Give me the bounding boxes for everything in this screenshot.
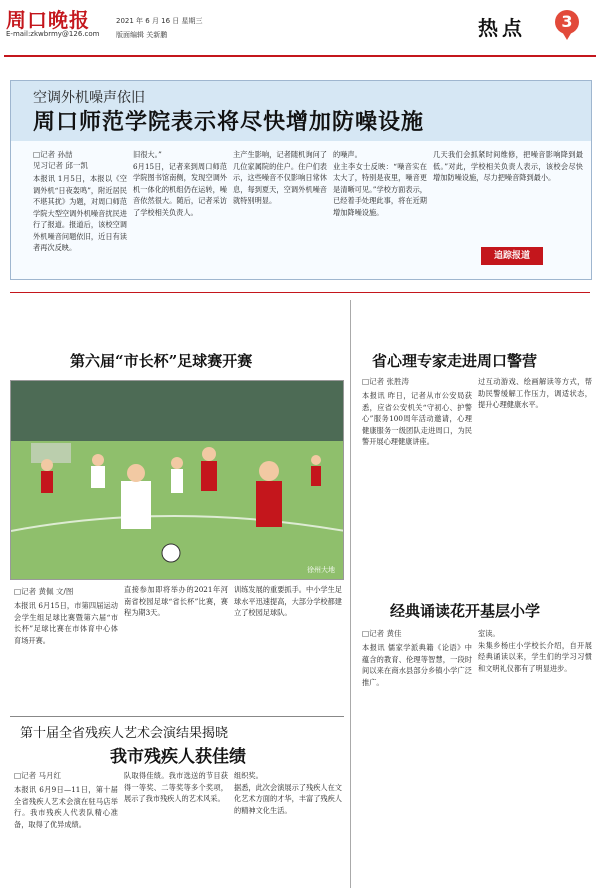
top-story-col-2: 旧很大。” 6月15日，记者来到周口师范学院图书馆南侧，发现空调外机一体化的机组仍在运转，噪音依然很大。随后，记者采访了学校相关负责人。	[133, 150, 227, 217]
art-story-kicker: 第十届全省残疾人艺术会演结果揭晓	[20, 726, 229, 741]
art-byline: □记者 马月红	[14, 771, 61, 780]
top-story-col-1: 本报讯 1月5日，本报以《空调外机“日夜轰鸣”，附近居民不堪其扰》为题，对周口师范学院大型空调外机噪音扰民进行了报道。报道后，该校空调外机噪音问题依旧，近日有读者再次反映。	[33, 174, 127, 252]
masthead-rule	[4, 55, 596, 57]
soccer-photo-illustration	[11, 381, 344, 580]
classic-byline: □记者 黄佳	[362, 629, 402, 638]
newspaper-logo: 周口晚报	[6, 8, 90, 32]
psych-story-title: 省心理专家走进周口警营	[372, 352, 538, 370]
classic-col-2: 室读。 朱集乡杨庄小学校长介绍，自开展经典诵读以来，学生们的学习习惯和文明礼仪都有了明显进步。	[478, 629, 592, 673]
editor-credit: 版面编辑 关新鹏	[116, 31, 168, 39]
column-divider	[350, 300, 351, 888]
photo-caption: 徐州大地	[307, 566, 335, 574]
top-story-col-5: 几天我们会抓紧时间维修，把噪音影响降到最低。”对此，学校相关负责人表示，该校会尽快增加防噪设施，尽力把噪音降到最小。	[433, 150, 583, 182]
soccer-byline: □记者 黄佩 文/图	[14, 587, 74, 596]
top-story-col-4: 的噪声。 业主李女士反映：“噪音实在太大了，特别是夜里，噪音更是清晰可见。”学校方面表示，已经着手处理此事，将在近期增加降噪设施。	[333, 150, 427, 217]
section-title: 热点	[478, 16, 526, 40]
art-story-title: 我市残疾人获佳绩	[110, 747, 246, 767]
contact-email: E-mail:zkwbrmy@126.com	[6, 30, 100, 38]
section-divider	[10, 292, 590, 293]
top-story-bylines	[33, 149, 123, 171]
top-story-box	[10, 80, 592, 280]
top-story-kicker: 空调外机噪声依旧	[33, 90, 145, 106]
psych-col-1: 本报讯 昨日，记者从市公安局获悉，应省公安机关“守初心、护警心”服务100周年活动邀请，心理健康服务一级团队走进周口，为民警开展心理健康讲座。	[362, 391, 472, 446]
masthead	[0, 0, 600, 72]
byline-trainee: 见习记者 邱一凯	[33, 161, 88, 170]
art-col-3: 组织奖。 据悉，此次会演展示了残疾人在文化艺术方面的才华，丰富了残疾人的精神文化生活。	[234, 771, 342, 815]
top-story-header	[11, 81, 591, 141]
art-col-1: 本报讯 6月9日—11日，第十届全省残疾人艺术会演在驻马店举行。我市残疾人代表队精心准备，取得了优异成绩。	[14, 785, 118, 829]
art-divider	[10, 716, 344, 717]
soccer-col-2: 直接参加即将举办的2021年河南省校园足球“省长杯”比赛，赛程为期3天。	[124, 585, 228, 617]
soccer-col-1: 本报讯 6月15日，市第四届运动会学生组足球比赛暨第六届“市长杯”足球比赛在市体育中心体育场开赛。	[14, 601, 118, 645]
soccer-story-title: 第六届“市长杯”足球赛开赛	[70, 352, 253, 370]
top-story-title: 周口师范学院表示将尽快增加防噪设施	[33, 109, 425, 135]
classic-story-title: 经典诵读花开基层小学	[390, 602, 541, 620]
top-story-col-3: 主产生影响，记者随机询问了几位家属院的住户。住户们表示，这些噪音不仅影响日常休息，每到夏天，空调外机噪音就特别明显。	[233, 150, 327, 205]
psych-byline: □记者 张胜涛	[362, 377, 409, 386]
classic-col-1: 本报讯 儒家学派典籍《论语》中蕴含的教育、伦理等智慧，一段时间以来在商水县部分乡镇小学广泛推广。	[362, 643, 472, 687]
psych-col-2: 过互动游戏、绘画解读等方式，帮助民警缓解工作压力，调适状态，提升心理健康水平。	[478, 377, 592, 409]
issue-date: 2021 年 6 月 16 日 星期三	[116, 17, 203, 25]
soccer-col-3: 训练发展的重要抓手。中小学生足球水平迅速提高，大部分学校都建立了校园足球队。	[234, 585, 342, 617]
follow-up-report-badge: 追踪报道	[481, 247, 543, 265]
soccer-photo	[10, 380, 344, 580]
art-col-2: 队取得佳绩。我市选送的节目获得一等奖、二等奖等多个奖项，展示了我市残疾人的艺术风采。	[124, 771, 228, 803]
page-number-badge: 3	[555, 10, 579, 34]
byline-reporter: □记者 孙喆	[33, 150, 73, 159]
